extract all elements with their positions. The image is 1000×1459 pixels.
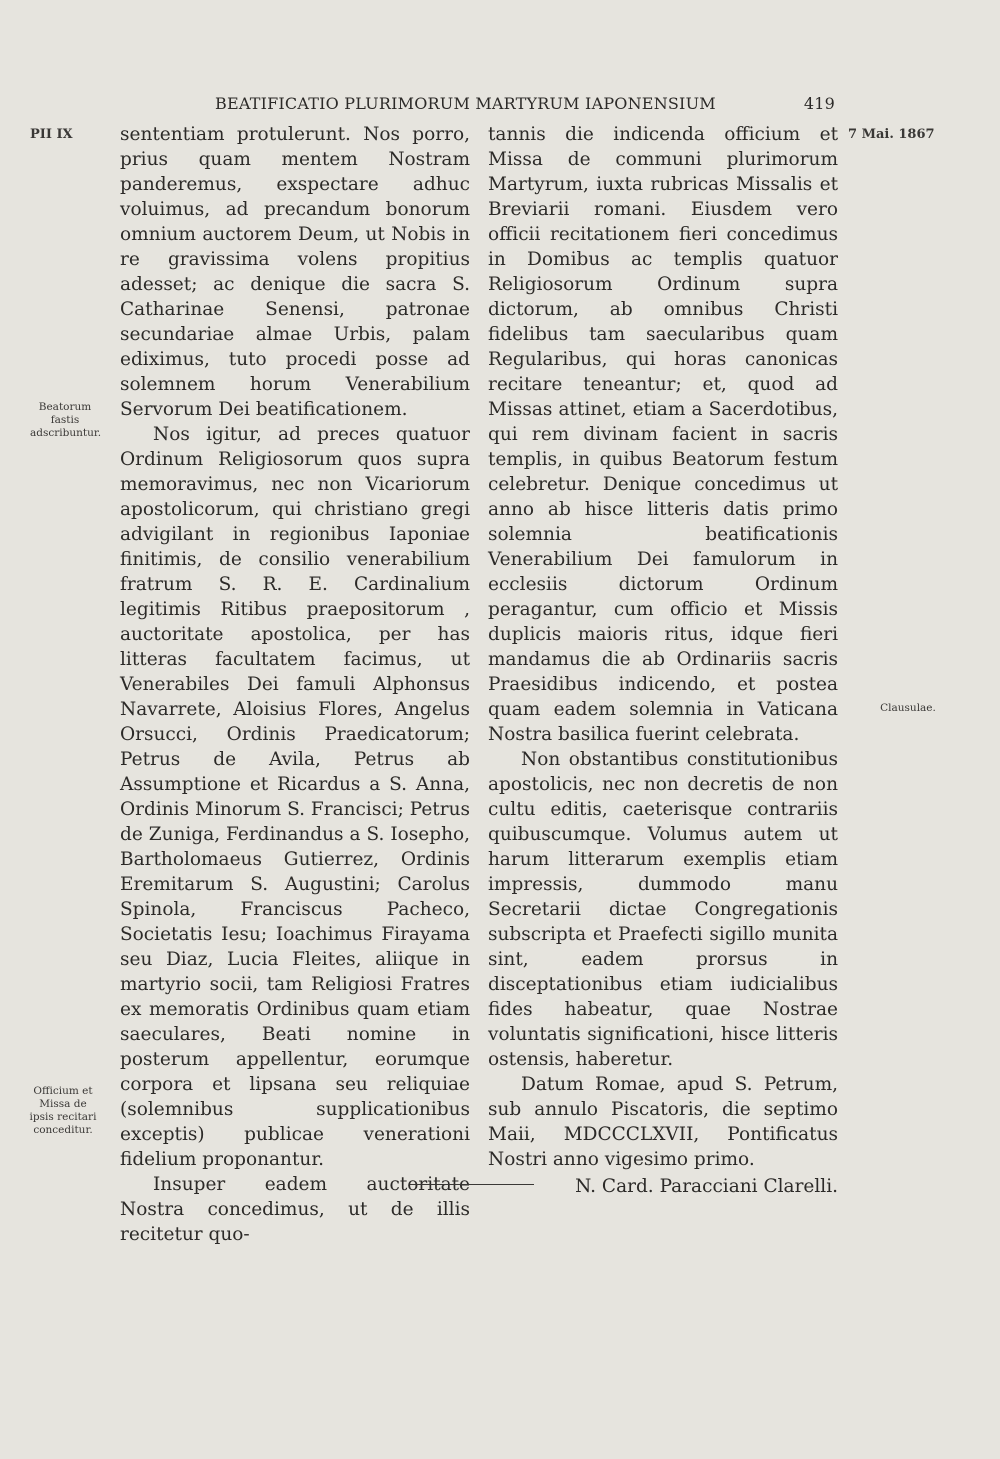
margin-date: 7 Mai. 1867 xyxy=(848,127,935,142)
running-title: BEATIFICATIO PLURIMORUM MARTYRUM IAPONENSIUM xyxy=(215,94,716,113)
left-column xyxy=(120,122,470,1247)
page-number: 419 xyxy=(803,94,835,113)
right-column xyxy=(488,122,838,1199)
right-paragraph-2: Non obstantibus constitutionibus apostolicis, nec non decretis de non cultu editis, caeterisque contrariis quibuscumque. Volumus autem ut harum litterarum exemplis etiam impressis, dummodo manu Secretarii dictae Congregationis subscripta et Praefecti sigillo munita sint, eadem prorsus in disceptationibus etiam iudicialibus fides habeatur, quae Nostrae voluntatis significationi, hisce litteris ostensis, haberetur. xyxy=(488,749,838,1070)
right-paragraph-3: Datum Romae, apud S. Petrum, sub annulo Piscatoris, die septimo Maii, MDCCCLXVII, Pontificatus Nostri anno vigesimo primo. xyxy=(488,1074,838,1170)
margin-note-officium: Officium et Missa de ipsis recitari conceditur. xyxy=(29,1085,97,1136)
signature: N. Card. Paracciani Clarelli. xyxy=(575,1176,838,1197)
margin-note-beatorum: Beatorum fastis adscribuntur. xyxy=(30,401,102,439)
left-paragraph-1: sententiam protulerunt. Nos porro, prius quam mentem Nostram panderemus, exspectare adhuc voluimus, ad precandum bonorum omnium auctorem Deum, ut Nobis in re gravissima volens propitius adesset; ac denique die sacra S. Catharinae Senensi, patronae secundariae almae Urbis, palam ediximus, tuto procedi posse ad solemnem horum Venerabilium Servorum Dei beatificationem. xyxy=(120,124,470,420)
left-paragraph-2: Nos igitur, ad preces quatuor Ordinum Religiosorum quos supra memoravimus, nec non Vicariorum apostolicorum, qui christiano gregi advigilant in regionibus Iaponiae finitimis, de consilio venerabilium fratrum S. R. E. Cardinalium legitimis Ritibus praepositorum , auctoritate apostolica, per has litteras facultatem facimus, ut Venerabiles Dei famuli Alphonsus Navarrete, Aloisius Flores, Angelus Orsucci, Ordinis Praedicatorum; Petrus de Avila, Petrus ab Assumptione et Ricardus a S. Anna, Ordinis Minorum S. Francisci; Petrus de Zuniga, Ferdinandus a S. Iosepho, Bartholomaeus Gutierrez, Ordinis Eremitarum S. Augustini; Carolus Spinola, Franciscus Pacheco, Societatis Iesu; Ioachimus Firayama seu Diaz, Lucia Fleites, aliique in martyrio socii, tam Religiosi Fratres ex memoratis Ordinibus quam etiam saeculares, Beati nomine in posterum appellentur, eorumque corpora et lipsana seu reliquiae (solemnibus supplicationibus exceptis) publicae venerationi fidelium proponantur. xyxy=(120,424,470,1170)
right-paragraph-1: tannis die indicenda officium et Missa de communi plurimorum Martyrum, iuxta rubricas Missalis et Breviarii romani. Eiusdem vero officii recitationem fieri concedimus in Domibus ac templis quatuor Religiosorum Ordinum supra dictorum, ab omnibus Christi fidelibus tam saecularibus quam Regularibus, qui horas canonicas recitare teneantur; et, quod ad Missas attinet, etiam a Sacerdotibus, qui rem divinam facient in sacris templis, in quibus Beatorum festum celebretur. Denique concedimus ut anno ab hisce litteris datis primo solemnia beatificationis Venerabilium Dei famulorum in ecclesiis dictorum Ordinum peragantur, cum officio et Missis duplicis maioris ritus, idque fieri mandamus die ab Ordinariis sacris Praesidibus indicendo, et postea quam eadem solemnia in Vaticana Nostra basilica fuerint celebrata. xyxy=(488,124,838,745)
margin-note-clausulae: Clausulae. xyxy=(880,702,936,714)
footer-rule xyxy=(410,1184,534,1185)
left-paragraph-3: Insuper eadem auctoritate Nostra concedimus, ut de illis recitetur quo- xyxy=(120,1174,470,1245)
margin-pope-label: PII IX xyxy=(30,127,73,142)
